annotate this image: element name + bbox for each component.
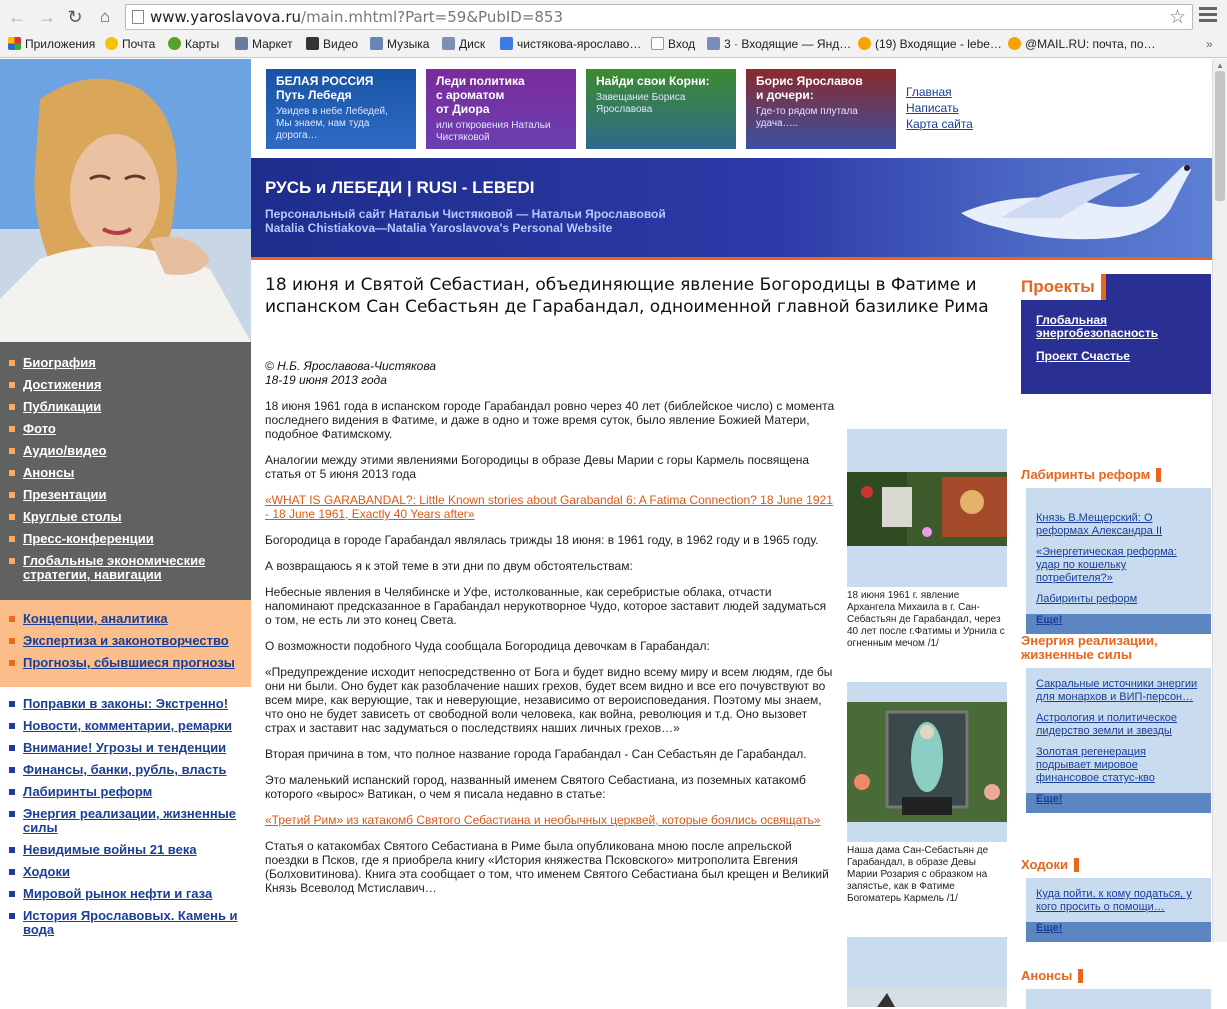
nav-energy[interactable]: Энергия реализации, жизненные силы (0, 807, 251, 835)
google-icon (500, 37, 513, 50)
site-subtitle-ru: Персональный сайт Натальи Чистяковой — Натальи Ярославовой (265, 207, 666, 221)
swan-image (941, 158, 1212, 257)
nav-topics (0, 687, 251, 942)
bookmarks-overflow-icon[interactable]: » (1206, 37, 1213, 51)
left-column (0, 59, 251, 942)
article-paragraph: Статья о катакомбах Святого Себастиана в Риме была опубликована мною после апрельской поездки в Псков, где я приобрела книгу «История княжества Псковского» митрополита Евгения (Болховитинова). Книга эта сообщает о том, что именем Святого Себастиана был крещен и Великий Князь Всеволод Мстиславич… (265, 839, 829, 895)
page-icon (651, 37, 664, 50)
article-paragraph: Аналогии между этими явлениями Богородицы в образе Девы Марии с горы Кармель посвящена статья от 5 июня 2013 года (265, 453, 810, 481)
nav-biography[interactable]: Биография (0, 356, 251, 370)
banner-white-russia[interactable]: БЕЛАЯ РОССИЯ Путь Лебедя Увидев в небе Лебедей, Мы знаем, нам туда дорога… (266, 69, 416, 149)
header-banners (251, 59, 1212, 158)
bookmarks-bar (0, 34, 1227, 56)
url-host: www.yaroslavova.ru (150, 8, 302, 26)
banner-boris-yaroslavov[interactable]: Борис Ярославов и дочери: Где-то рядом плутала удача….. (746, 69, 896, 149)
article-paragraph: А возвращаюсь я к этой теме в эти дни по двум обстоятельствам: (265, 559, 633, 573)
mail-icon (707, 37, 720, 50)
apps-icon (8, 37, 21, 50)
link-write[interactable]: Написать (906, 101, 959, 115)
site-subtitle-en: Natalia Chistiakova—Natalia Yaroslavova's Personal Website (265, 221, 613, 235)
article-paragraph: 18 июня 1961 года в испанском городе Гарабандал ровно через 40 лет (библейское число) с момента последнего видения в Фатиме, и даже в одно и тоже время суток, было явление Божией Матери, подобное Фатимскому. (265, 399, 835, 441)
sidebar-link[interactable]: Сакральные источники энергии для монархов и ВИП-персон… (1036, 678, 1198, 703)
section-reforms (1021, 466, 1211, 634)
article-author: © Н.Б. Ярославова-Чистякова (265, 359, 437, 373)
at-icon (858, 37, 871, 50)
web-page (0, 59, 1212, 983)
page-icon (132, 10, 144, 24)
author-portrait (0, 59, 251, 342)
photo-third (847, 937, 1007, 1007)
nav-round-tables[interactable]: Круглые столы (0, 510, 251, 524)
project-happiness[interactable]: Проект Счастье (1036, 349, 1130, 363)
more-button[interactable]: Еще! (1026, 922, 1211, 942)
photo-caption: 18 июня 1961 г. явление Архангела Михаила в г. Сан-Себастьян де Гарабандал, через 40 лет после г.Фатимы и Урнила с огненным мечом /1/ (847, 590, 1005, 649)
sidebar-link[interactable]: Лабиринты реформ (1036, 593, 1138, 605)
maps-icon (168, 37, 181, 50)
bookmark-google-search[interactable]: чистякова-ярославо… (500, 37, 641, 51)
site-title: РУСЬ и ЛЕБЕДИ | RUSI - LEBEDI (265, 178, 535, 197)
scroll-thumb[interactable] (1215, 71, 1225, 201)
bookmark-music[interactable]: Музыка (370, 37, 429, 51)
nav-invisible-wars[interactable]: Невидимые войны 21 века (0, 843, 251, 857)
photo-caption: Наша дама Сан-Себастьян де Гарабандал, в образе Девы Марии Розария с образком на запястье, как в Фатиме Богоматерь Кармель /1/ (847, 845, 989, 904)
nav-audio-video[interactable]: Аудио/видео (0, 444, 251, 458)
article-title: 18 июня и Святой Себастиан, объединяющие явление Богородицы в Фатиме и испанском Сан Себастьян де Гарабандал, одноименной главной базилике Рима (265, 275, 989, 317)
nav-expertise[interactable]: Экспертиза и законотворчество (0, 634, 251, 648)
link-sitemap[interactable]: Карта сайта (906, 117, 973, 131)
nav-finance[interactable]: Финансы, банки, рубль, власть (0, 763, 251, 777)
article-quote: «Предупреждение исходит непосредственно от Бога и будет видно всему миру и всем людям, где бы они ни были. Оно будет как разоблачение наших грехов, будет всем видно и все его почувствуют во всем мире, как верующие, так и неверующие, независимо от вероисповедания. Поэтому мы знаем, что оно не будет зависеть от свободной воли человека, как война, революция и т.д. Оно вызовет страх и заставит нас задуматься о последствиях наших личных грехов…» (265, 665, 833, 735)
bookmark-disk[interactable]: Диск (442, 37, 485, 51)
article-paragraph: Небесные явления в Челябинске и Уфе, истолкованные, как серебристые облака, отчасти напоминают предсказанное в Гарабандал нерукотворное Чудо, которое заставит людей задуматься о том, не есть ли это конец Света. (265, 585, 827, 627)
nav-reform-labyrinths[interactable]: Лабиринты реформ (0, 785, 251, 799)
nav-concepts[interactable]: Концепции, аналитика (0, 612, 251, 626)
nav-forecasts[interactable]: Прогнозы, сбывшиеся прогнозы (0, 656, 251, 670)
article-body (265, 399, 835, 907)
article-paragraph: Вторая причина в том, что полное название города Гарабандал - Сан Себастьян де Гарабандал. (265, 747, 807, 761)
bookmark-star-icon[interactable]: ☆ (1168, 7, 1186, 28)
bookmark-maps[interactable]: Карты (168, 37, 219, 51)
nav-history[interactable]: История Ярославовых. Камень и вода (0, 909, 251, 937)
article-paragraph: Богородица в городе Гарабандал являлась трижды 18 июня: в 1961 году, в 1962 году и в 1965 году. (265, 533, 819, 547)
sidebar-link[interactable]: Куда пойти, к кому податься, у кого просить о помощи… (1036, 888, 1192, 913)
page-scrollbar[interactable] (1212, 59, 1227, 942)
scroll-up-icon[interactable]: ▲ (1216, 61, 1224, 70)
section-walkers (1021, 856, 1211, 942)
nav-analytics (0, 600, 251, 687)
section-heading: Энергия реализации, жизненные силы (1021, 633, 1158, 662)
section-energy (1021, 634, 1211, 813)
video-icon (306, 37, 319, 50)
article-date: 18-19 июня 2013 года (265, 373, 387, 387)
link-home[interactable]: Главная (906, 85, 952, 99)
bookmark-mail[interactable]: Почта (105, 37, 155, 51)
article-meta (265, 359, 436, 387)
bookmark-video[interactable]: Видео (306, 37, 358, 51)
section-announcements (1021, 967, 1211, 1009)
nav-global-strategies[interactable]: Глобальные экономические стратегии, навигации (0, 554, 251, 582)
nav-photo[interactable]: Фото (0, 422, 251, 436)
nav-threats[interactable]: Внимание! Угрозы и тенденции (0, 741, 251, 755)
third-rome-article-link[interactable]: «Третий Рим» из катакомб Святого Себастиана и необычных церквей, которые боялись освящать» (265, 813, 821, 827)
nav-presentations[interactable]: Презентации (0, 488, 251, 502)
banner-find-roots[interactable]: Найди свои Корни: Завещание Бориса Ярославова (586, 69, 736, 149)
menu-icon[interactable] (1199, 7, 1217, 25)
nav-law-amendments[interactable]: Поправки в законы: Экстренно! (0, 697, 251, 711)
home-icon[interactable]: ⌂ (99, 7, 111, 26)
browser-toolbar (0, 0, 1227, 58)
nav-walkers[interactable]: Ходоки (0, 865, 251, 879)
photo-madonna (847, 682, 1007, 842)
photo-archangel (847, 429, 1007, 587)
market-icon (235, 37, 248, 50)
nav-main (0, 342, 251, 600)
bookmark-inbox-lebedi[interactable]: (19) Входящие - lebe… (858, 37, 1002, 51)
garabandal-article-link[interactable]: «WHAT IS GARABANDAL?: Little Known stories about Garabandal 6: A Fatima Connection? 18 June 1921 - 18 June 1961, Exactly 40 Years after» (265, 493, 833, 521)
article (265, 274, 1010, 904)
sidebar-link[interactable]: Золотая регенерация подрывает мировое финансовое статус-кво (1036, 746, 1155, 784)
more-button[interactable]: Еще! (1026, 793, 1211, 813)
sidebar-link[interactable]: Астрология и политическое лидерство земли и звезды (1036, 712, 1177, 737)
section-heading: Анонсы (1021, 969, 1083, 983)
article-paragraph: Это маленький испанский город, названный именем Святого Себастиана, из поземных катакомб которого «вырос» Ватикан, о чем я писала недавно в статье: (265, 773, 806, 801)
more-button[interactable]: Еще! (1026, 614, 1211, 634)
nav-publications[interactable]: Публикации (0, 400, 251, 414)
sidebar-link[interactable]: «Энергетическая реформа: удар по кошельку потребителя?» (1036, 546, 1177, 584)
nav-announcements[interactable]: Анонсы (0, 466, 251, 480)
back-icon[interactable]: ← (8, 7, 26, 27)
bookmark-inbox-yandex[interactable]: 3 · Входящие — Янд… (707, 37, 851, 51)
top-links (906, 84, 973, 132)
url-path: /main.mhtml?Part=59&PubID=853 (301, 8, 564, 26)
article-paragraph: О возможности подобного Чуда сообщала Богородица девочкам в Гарабандал: (265, 639, 710, 653)
bookmark-mailru[interactable]: @MAIL.RU: почта, по… (1008, 37, 1156, 51)
bookmark-apps[interactable]: Приложения (8, 37, 95, 51)
nav-press-conferences[interactable]: Пресс-конференции (0, 532, 251, 546)
forward-icon[interactable]: → (38, 7, 56, 27)
at-icon (1008, 37, 1021, 50)
nav-oil-gas[interactable]: Мировой рынок нефти и газа (0, 887, 251, 901)
reload-icon[interactable]: ↻ (67, 7, 83, 27)
sidebar-link[interactable]: Князь В.Мещерский: О реформах Александра II (1036, 512, 1163, 537)
bookmark-market[interactable]: Маркет (235, 37, 293, 51)
header-divider (251, 257, 1212, 260)
projects-panel (1021, 274, 1211, 394)
music-icon (370, 37, 383, 50)
site-banner (251, 158, 1212, 257)
project-energy-security[interactable]: Глобальная энергобезопасность (1036, 313, 1159, 340)
section-heading: Лабиринты реформ (1021, 468, 1161, 482)
nav-news[interactable]: Новости, комментарии, ремарки (0, 719, 251, 733)
disk-icon (442, 37, 455, 50)
yandex-mail-icon (105, 37, 118, 50)
bookmark-login[interactable]: Вход (651, 37, 695, 51)
nav-achievements[interactable]: Достижения (0, 378, 251, 392)
section-heading: Ходоки (1021, 858, 1079, 872)
projects-heading: Проекты (1021, 274, 1106, 300)
address-bar[interactable] (125, 4, 1193, 30)
banner-lady-politics[interactable]: Леди политика с ароматом от Диора или откровения Натальи Чистяковой (426, 69, 576, 149)
